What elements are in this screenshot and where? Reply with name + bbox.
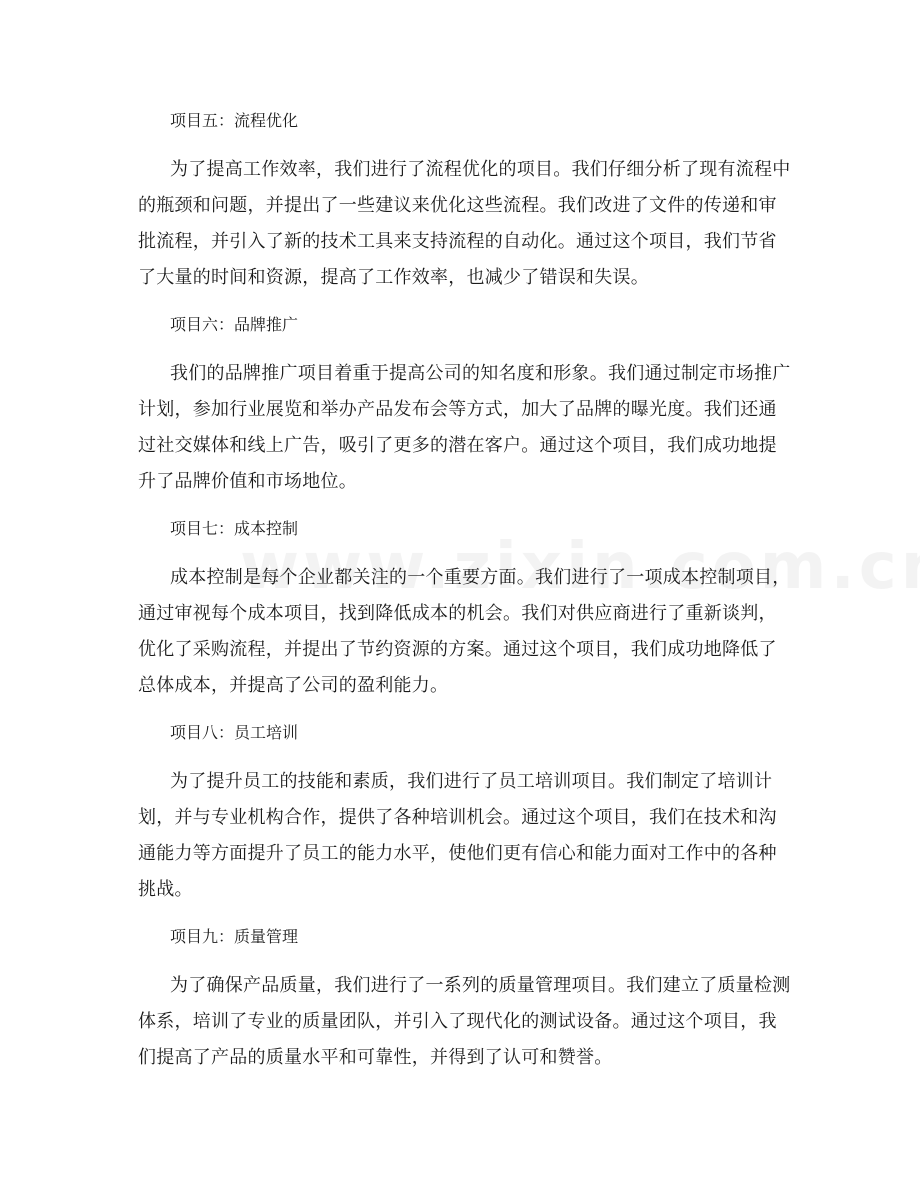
section-heading: 项目五：流程优化 [170, 111, 299, 130]
section-paragraph: 为了提升员工的技能和素质，我们进行了员工培训项目。我们制定了培训计划，并与专业机构合作，提供了各种培训机会。通过这个项目，我们在技术和沟通能力等方面提升了员工的能力水平，使他们更有信心和能力面对工作中的各种挑战。 [138, 771, 777, 900]
section-paragraph: 为了确保产品质量，我们进行了一系列的质量管理项目。我们建立了质量检测体系，培训了专业的质量团队，并引入了现代化的测试设备。通过这个项目，我们提高了产品的质量水平和可靠性，并得到了认可和赞誉。 [138, 975, 791, 1068]
section-6 [138, 308, 793, 500]
document-body [138, 104, 793, 1088]
section-paragraph: 我们的品牌推广项目着重于提高公司的知名度和形象。我们通过制定市场推广计划，参加行业展览和举办产品发布会等方式，加大了品牌的曝光度。我们还通过社交媒体和线上广告，吸引了更多的潜在客户。通过这个项目，我们成功地提升了品牌价值和市场地位。 [138, 363, 791, 492]
section-paragraph: 成本控制是每个企业都关注的一个重要方面。我们进行了一项成本控制项目，通过审视每个成本项目，找到降低成本的机会。我们对供应商进行了重新谈判，优化了采购流程，并提出了节约资源的方案。通过这个项目，我们成功地降低了总体成本，并提高了公司的盈利能力。 [138, 567, 791, 696]
section-8 [138, 716, 793, 908]
section-9 [138, 920, 793, 1076]
section-heading: 项目九：质量管理 [170, 927, 299, 946]
section-heading: 项目七：成本控制 [170, 519, 299, 538]
section-paragraph: 为了提高工作效率，我们进行了流程优化的项目。我们仔细分析了现有流程中的瓶颈和问题，并提出了一些建议来优化这些流程。我们改进了文件的传递和审批流程，并引入了新的技术工具来支持流程的自动化。通过这个项目，我们节省了大量的时间和资源，提高了工作效率，也减少了错误和失误。 [138, 159, 791, 288]
section-heading: 项目八：员工培训 [170, 723, 299, 742]
section-5 [138, 104, 793, 296]
section-7 [138, 512, 793, 704]
section-heading: 项目六：品牌推广 [170, 315, 299, 334]
